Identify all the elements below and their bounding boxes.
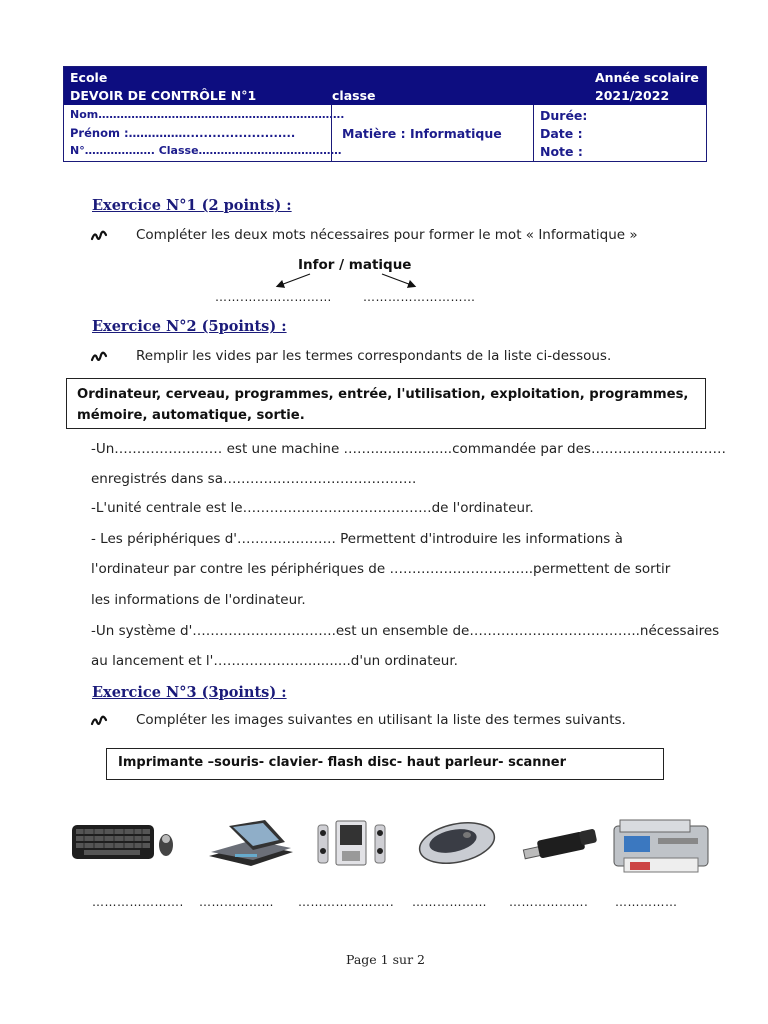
word-split: Infor / matique xyxy=(298,257,412,273)
image-answer-blank[interactable]: …………… xyxy=(615,895,678,909)
keyboard-image xyxy=(70,815,178,873)
printer-image xyxy=(610,818,712,876)
fill-line: au lancement et l'…………………..........d'un ordinateur. xyxy=(91,653,458,669)
fill-line: -L'unité centrale est le……………………………………de l'ordinateur. xyxy=(91,500,534,516)
image-answer-blank[interactable]: ……………… xyxy=(199,895,274,909)
ecole-label: Ecole xyxy=(70,70,108,85)
page-number: Page 1 sur 2 xyxy=(346,952,425,967)
header-info-row xyxy=(64,105,706,161)
split-arrows xyxy=(270,270,430,292)
annee-label: Année scolaire xyxy=(595,70,699,85)
answer-blank-left[interactable]: …….………………… xyxy=(215,290,332,304)
mouse-image xyxy=(415,817,497,867)
classe-label: classe xyxy=(332,88,376,103)
date-field: Date : xyxy=(540,126,583,141)
image-answer-blank[interactable]: ……………… xyxy=(412,895,487,909)
header-table xyxy=(63,66,707,162)
exercise-2-title: Exercice N°2 (5points) : xyxy=(92,318,287,335)
flash-drive-image xyxy=(522,828,600,862)
numero-classe-field: N°………………. Classe………………………………… xyxy=(70,144,342,157)
exercise-1-title: Exercice N°1 (2 points) : xyxy=(92,197,292,214)
exercise-2-instruction: Remplir les vides par les termes correspondants de la liste ci-dessous. xyxy=(136,348,612,364)
answer-blank-right[interactable]: ……………………… xyxy=(363,290,476,304)
scribble-bullet-icon xyxy=(90,229,108,243)
header-title-band xyxy=(64,67,706,105)
word-list-line: Ordinateur, cerveau, programmes, entrée, l'utilisation, exploitation, programmes, xyxy=(77,387,689,402)
image-answer-blank[interactable]: ………………….. xyxy=(298,895,395,909)
fill-line: - Les périphériques d'…………………. Permettent d'introduire les informations à xyxy=(91,531,623,547)
nom-field: Nom…………………………………………………………. xyxy=(70,108,345,121)
exercise-1-instruction: Compléter les deux mots nécessaires pour former le mot « Informatique » xyxy=(136,227,638,243)
image-answer-blank[interactable]: …………………. xyxy=(92,895,184,909)
fill-line: -Un…………………… est une machine ……...................commandée par des………………………… xyxy=(91,441,726,457)
speakers-image xyxy=(312,817,392,869)
exercise-3-instruction: Compléter les images suivantes en utilisant la liste des termes suivants. xyxy=(136,712,626,728)
duree-field: Durée: xyxy=(540,108,588,123)
annee-value: 2021/2022 xyxy=(595,88,670,103)
scanner-image xyxy=(205,818,295,870)
scribble-bullet-icon xyxy=(90,714,108,728)
note-field: Note : xyxy=(540,144,583,159)
scribble-bullet-icon xyxy=(90,350,108,364)
prenom-field: Prénom :……………......................... xyxy=(70,126,296,140)
word-list-line: mémoire, automatique, sortie. xyxy=(77,408,305,423)
word-list-box xyxy=(66,378,706,429)
fill-line: -Un système d'…………………………..est un ensemble de………………………………..nécessaires xyxy=(91,623,720,639)
divider xyxy=(533,105,534,161)
matiere-field: Matière : Informatique xyxy=(342,126,502,141)
fill-line: les informations de l'ordinateur. xyxy=(91,592,306,608)
fill-line: l'ordinateur par contre les périphériques de …………………………..permettent de sortir xyxy=(91,561,671,577)
terms-box: Imprimante –souris- clavier- flash disc- haut parleur- scanner xyxy=(106,748,664,780)
devoir-title: DEVOIR DE CONTRÔLE N°1 xyxy=(70,88,257,103)
exercise-3-title: Exercice N°3 (3points) : xyxy=(92,684,287,701)
fill-line: enregistrés dans sa……………………………………. xyxy=(91,471,417,487)
image-answer-blank[interactable]: ………………. xyxy=(509,895,589,909)
